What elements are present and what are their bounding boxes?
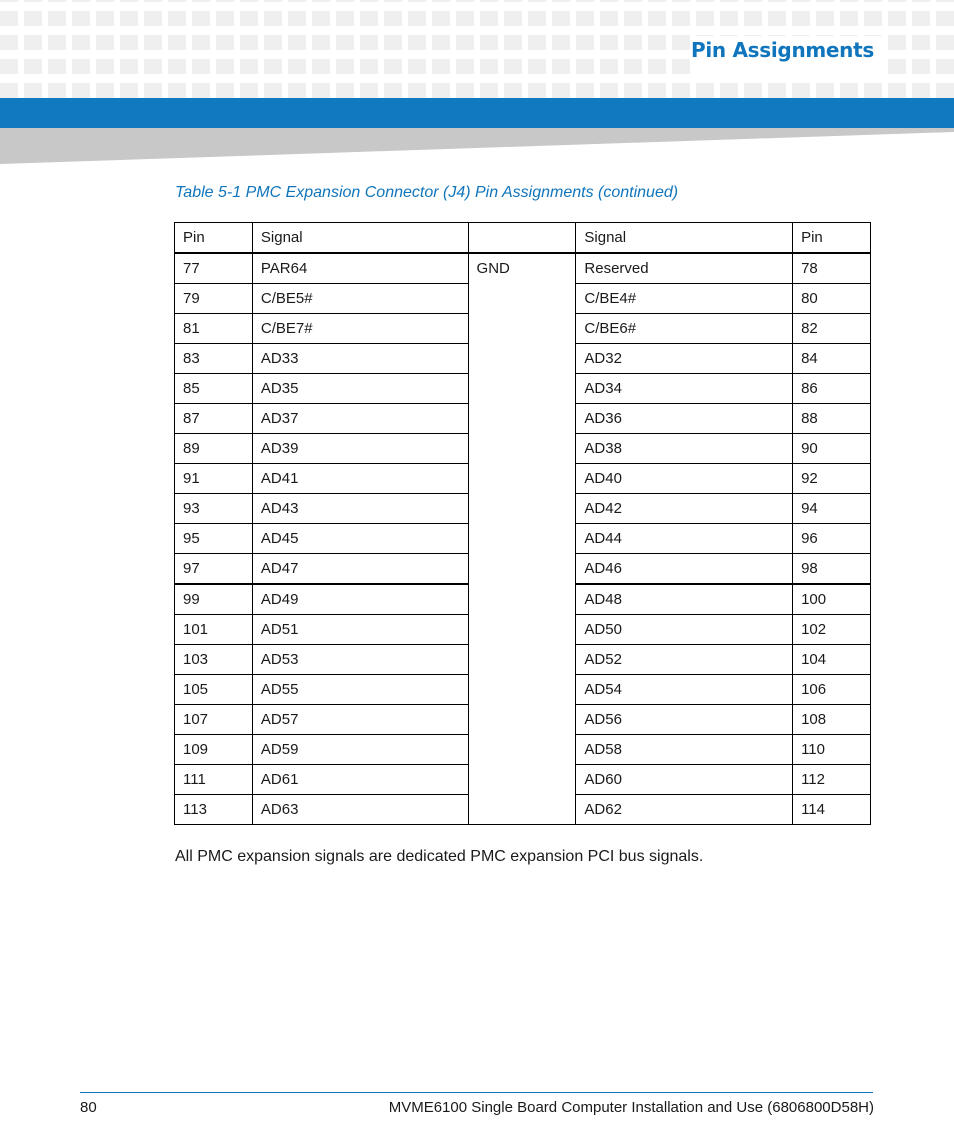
header-signal-right: Signal: [576, 223, 793, 254]
pin-left-cell: 101: [175, 615, 253, 645]
pin-right-cell: 90: [793, 434, 871, 464]
pin-left-cell: 107: [175, 705, 253, 735]
signal-left-cell: AD37: [252, 404, 468, 434]
signal-right-cell: AD34: [576, 374, 793, 404]
pin-right-cell: 78: [793, 253, 871, 284]
pin-left-cell: 93: [175, 494, 253, 524]
pin-right-cell: 82: [793, 314, 871, 344]
signal-right-cell: AD50: [576, 615, 793, 645]
pin-right-cell: 104: [793, 645, 871, 675]
signal-left-cell: C/BE7#: [252, 314, 468, 344]
signal-left-cell: AD63: [252, 795, 468, 825]
pin-left-cell: 97: [175, 554, 253, 585]
header-pin-left: Pin: [175, 223, 253, 254]
signal-left-cell: AD59: [252, 735, 468, 765]
header-signal-left: Signal: [252, 223, 468, 254]
pin-left-cell: 99: [175, 584, 253, 615]
signal-left-cell: AD41: [252, 464, 468, 494]
signal-left-cell: AD43: [252, 494, 468, 524]
pin-right-cell: 84: [793, 344, 871, 374]
pin-right-cell: 80: [793, 284, 871, 314]
signal-right-cell: AD54: [576, 675, 793, 705]
pin-left-cell: 103: [175, 645, 253, 675]
signal-right-cell: AD56: [576, 705, 793, 735]
signal-right-cell: AD40: [576, 464, 793, 494]
signal-left-cell: AD51: [252, 615, 468, 645]
pin-left-cell: 95: [175, 524, 253, 554]
signal-right-cell: AD58: [576, 735, 793, 765]
pin-left-cell: 77: [175, 253, 253, 284]
signal-right-cell: AD48: [576, 584, 793, 615]
signal-left-cell: AD47: [252, 554, 468, 585]
header-shared: [468, 223, 576, 254]
page-title: Pin Assignments: [690, 38, 874, 62]
header-gray-wedge: [0, 128, 954, 164]
signal-left-cell: AD45: [252, 524, 468, 554]
pin-right-cell: 98: [793, 554, 871, 585]
footer-rule: [80, 1092, 873, 1093]
pin-left-cell: 89: [175, 434, 253, 464]
signal-right-cell: AD52: [576, 645, 793, 675]
pin-right-cell: 100: [793, 584, 871, 615]
pin-right-cell: 102: [793, 615, 871, 645]
signal-right-cell: Reserved: [576, 253, 793, 284]
signal-left-cell: C/BE5#: [252, 284, 468, 314]
signal-right-cell: C/BE4#: [576, 284, 793, 314]
pin-left-cell: 79: [175, 284, 253, 314]
signal-right-cell: AD44: [576, 524, 793, 554]
table-body: [175, 253, 871, 825]
signal-right-cell: AD38: [576, 434, 793, 464]
pin-right-cell: 92: [793, 464, 871, 494]
page-number: 80: [80, 1099, 97, 1116]
signal-right-cell: AD46: [576, 554, 793, 585]
pin-left-cell: 81: [175, 314, 253, 344]
signal-left-cell: AD55: [252, 675, 468, 705]
signal-left-cell: AD57: [252, 705, 468, 735]
pin-right-cell: 88: [793, 404, 871, 434]
table-header-row: [175, 223, 871, 254]
pin-left-cell: 91: [175, 464, 253, 494]
pin-right-cell: 86: [793, 374, 871, 404]
pin-right-cell: 110: [793, 735, 871, 765]
pin-left-cell: 109: [175, 735, 253, 765]
signal-left-cell: PAR64: [252, 253, 468, 284]
pin-left-cell: 87: [175, 404, 253, 434]
pin-left-cell: 105: [175, 675, 253, 705]
signal-right-cell: AD42: [576, 494, 793, 524]
pin-right-cell: 114: [793, 795, 871, 825]
header-pin-right: Pin: [793, 223, 871, 254]
pin-left-cell: 113: [175, 795, 253, 825]
signal-left-cell: AD39: [252, 434, 468, 464]
signal-right-cell: AD60: [576, 765, 793, 795]
shared-gnd-cell: GND: [468, 253, 576, 825]
table-row: [175, 253, 871, 284]
table-caption: Table 5-1 PMC Expansion Connector (J4) Pin Assignments (continued): [175, 184, 679, 201]
pin-left-cell: 83: [175, 344, 253, 374]
pin-left-cell: 85: [175, 374, 253, 404]
document-title: MVME6100 Single Board Computer Installation and Use (6806800D58H): [388, 1099, 874, 1116]
signal-right-cell: AD36: [576, 404, 793, 434]
pin-right-cell: 106: [793, 675, 871, 705]
signal-right-cell: AD32: [576, 344, 793, 374]
pin-right-cell: 108: [793, 705, 871, 735]
note-text: All PMC expansion signals are dedicated PMC expansion PCI bus signals.: [175, 848, 704, 865]
pin-right-cell: 96: [793, 524, 871, 554]
pin-right-cell: 112: [793, 765, 871, 795]
signal-left-cell: AD61: [252, 765, 468, 795]
signal-left-cell: AD53: [252, 645, 468, 675]
header-blue-band: [0, 98, 954, 128]
signal-right-cell: C/BE6#: [576, 314, 793, 344]
pin-left-cell: 111: [175, 765, 253, 795]
pin-right-cell: 94: [793, 494, 871, 524]
pin-assignment-table: [174, 222, 871, 825]
signal-right-cell: AD62: [576, 795, 793, 825]
signal-left-cell: AD49: [252, 584, 468, 615]
signal-left-cell: AD33: [252, 344, 468, 374]
signal-left-cell: AD35: [252, 374, 468, 404]
